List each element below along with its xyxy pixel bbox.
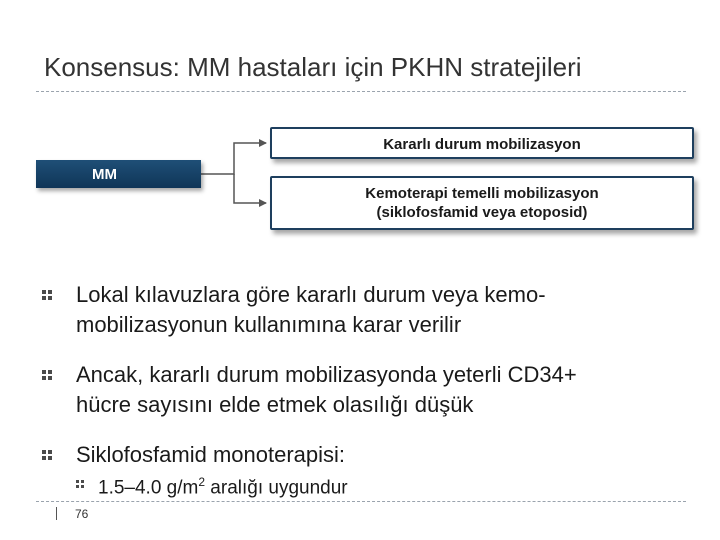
chemo-mobilization-box [270, 176, 694, 230]
connector-to-top-box [201, 143, 266, 174]
dose-range-text: 1.5–4.0 g/m [98, 477, 199, 499]
bullet-text-line1: Lokal kılavuzlara göre kararlı durum veya kemo- [76, 282, 546, 307]
dose-unit-superscript: 2 [198, 475, 206, 489]
square-bullet-icon [42, 450, 53, 461]
bullet-item [42, 280, 692, 340]
steady-state-label: Kararlı durum mobilizasyon [383, 136, 581, 153]
footer-marker [56, 507, 57, 520]
dose-range-suffix: aralığı uygundur [205, 477, 348, 499]
sub-bullet-item [76, 475, 348, 499]
bullet-item [42, 360, 692, 420]
chemo-label-line1: Kemoterapi temelli mobilizasyon [365, 185, 599, 202]
chemo-label-line2: (siklofosfamid veya etoposid) [376, 204, 588, 221]
bullet-item [42, 440, 692, 470]
mm-source-box [36, 160, 201, 188]
bullet-text-line1: Siklofosfamid monoterapisi: [76, 442, 346, 467]
bullet-text-line1: Ancak, kararlı durum mobilizasyonda yeterli CD34+ [76, 362, 577, 387]
bullet-list [42, 280, 692, 490]
square-bullet-icon [42, 370, 53, 381]
slide-title: Konsensus: MM hastaları için PKHN stratejileri [44, 52, 582, 82]
square-bullet-icon [76, 480, 85, 489]
page-number: 76 [75, 507, 89, 521]
bullet-text-line2: hücre sayısını elde etmek olasılığı düşük [76, 392, 474, 417]
square-bullet-icon [42, 290, 53, 301]
bullet-text-line2: mobilizasyonun kullanımına karar verilir [76, 312, 462, 337]
connector-to-bottom-box [234, 174, 266, 203]
steady-state-mobilization-box [270, 127, 694, 159]
footer-divider [36, 501, 686, 502]
mm-label: MM [92, 166, 117, 183]
